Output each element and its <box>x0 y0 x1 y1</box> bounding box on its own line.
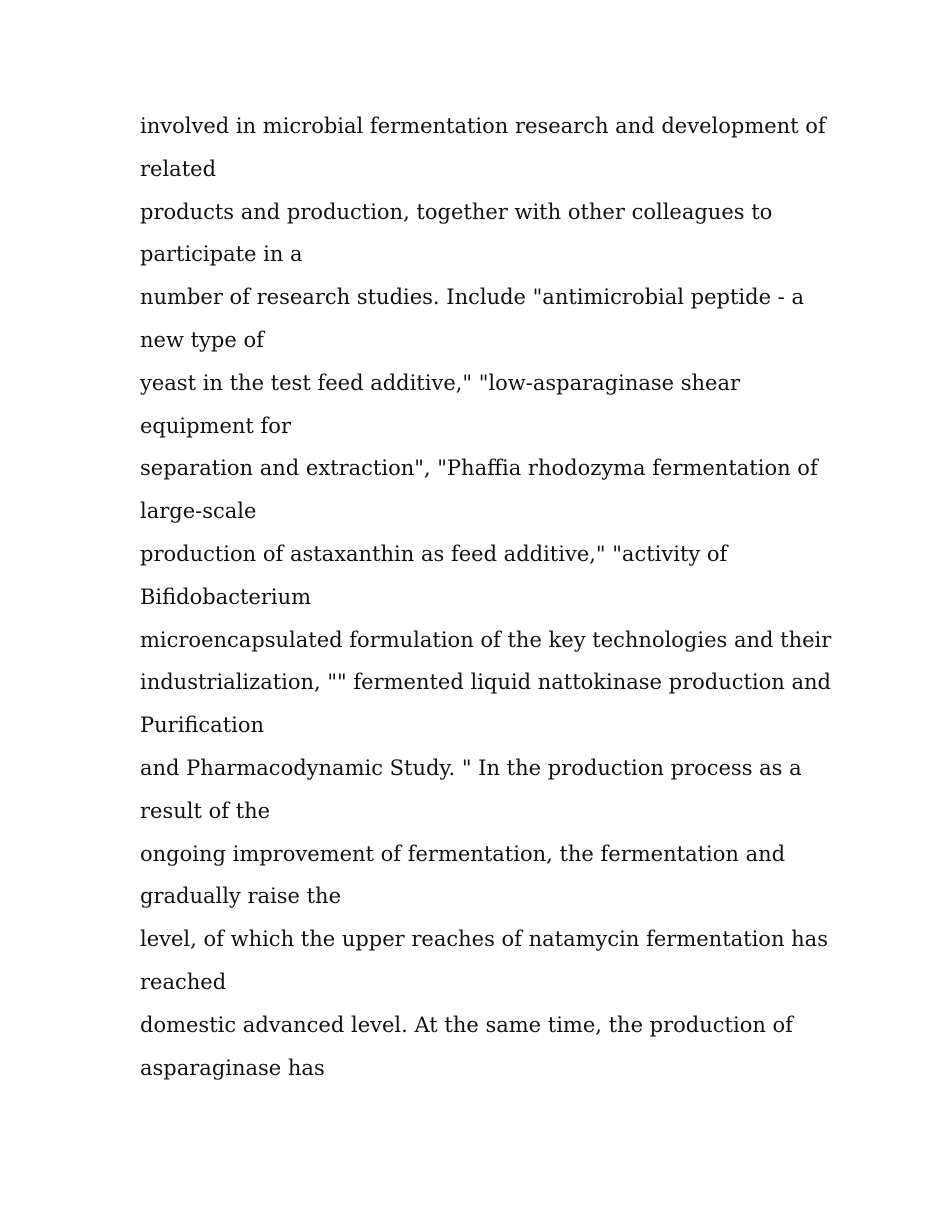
text-line: involved in microbial fermentation research and development of <box>140 114 826 138</box>
text-line: Purification <box>140 713 265 738</box>
text-line: related <box>140 156 217 181</box>
text-line: industrialization, "" fermented liquid nattokinase production and <box>140 670 831 695</box>
text-line: number of research studies. Include "antimicrobial peptide - a <box>140 285 804 310</box>
text-line: level, of which the upper reaches of natamycin fermentation has <box>140 927 828 952</box>
text-line: reached <box>140 969 227 994</box>
text-line: Bifidobacterium <box>140 584 312 609</box>
text-line: and Pharmacodynamic Study. " In the production process as a <box>140 755 802 780</box>
text-line: production of astaxanthin as feed additive," "activity of <box>140 541 728 566</box>
text-line: domestic advanced level. At the same time, the production of <box>140 1012 793 1037</box>
text-line: new type of <box>140 327 264 352</box>
text-line: ongoing improvement of fermentation, the fermentation and <box>140 841 786 866</box>
text-line: separation and extraction", "Phaffia rhodozyma fermentation of <box>140 456 818 481</box>
text-line: yeast in the test feed additive," "low-asparaginase shear <box>140 370 741 395</box>
text-line: gradually raise the <box>140 884 342 909</box>
text-line: participate in a <box>140 242 303 267</box>
text-line: asparaginase has <box>140 1055 325 1080</box>
text-line: equipment for <box>140 413 291 438</box>
text-line: microencapsulated formulation of the key technologies and their <box>140 627 832 652</box>
text-line: large-scale <box>140 499 257 524</box>
body-text <box>140 105 832 1089</box>
text-line: result of the <box>140 798 271 823</box>
text-line: products and production, together with other colleagues to <box>140 199 773 224</box>
